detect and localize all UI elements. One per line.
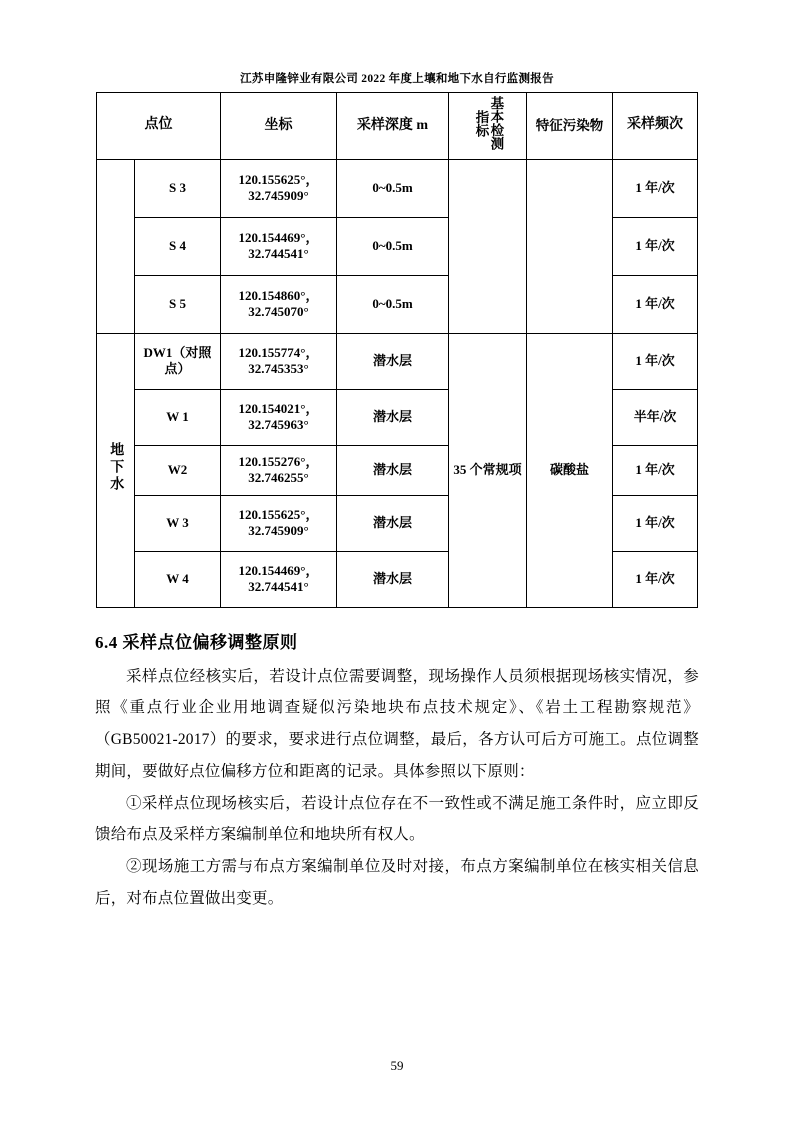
monitoring-points-table	[96, 92, 698, 608]
cell-coordinate: 120.154860°，32.745070°	[221, 275, 337, 333]
table-row	[97, 333, 698, 389]
cell-point: W 1	[135, 389, 221, 445]
cell-frequency: 半年/次	[613, 389, 698, 445]
row-group-blank	[97, 159, 135, 333]
cell-frequency: 1 年/次	[613, 333, 698, 389]
cell-coordinate: 120.154469°，32.744541°	[221, 551, 337, 607]
cell-depth: 潜水层	[337, 445, 449, 495]
cell-depth: 0~0.5m	[337, 275, 449, 333]
cell-point: S 3	[135, 159, 221, 217]
header-frequency: 采样频次	[613, 93, 698, 160]
cell-frequency: 1 年/次	[613, 159, 698, 217]
paragraph-1: 采样点位经核实后，若设计点位需要调整，现场操作人员须根据现场核实情况，参照《重点行业企业用地调查疑似污染地块布点技术规定》、《岩土工程勘察规范》（GB50021-2017）的要求，要求进行点位调整，最后，各方认可后方可施工。点位调整期间，要做好点位偏移方位和距离的记录。具体参照以下原则：	[95, 667, 699, 780]
cell-group-groundwater: 地下水	[97, 333, 135, 607]
cell-depth: 潜水层	[337, 333, 449, 389]
cell-point: DW1（对照点）	[135, 333, 221, 389]
cell-point: W 3	[135, 495, 221, 551]
cell-frequency: 1 年/次	[613, 551, 698, 607]
cell-characteristic-pollutant: 碳酸盐	[527, 333, 613, 607]
header-coordinate: 坐标	[221, 93, 337, 160]
cell-depth: 潜水层	[337, 551, 449, 607]
cell-point: W2	[135, 445, 221, 495]
cell-basic-index-blank	[449, 159, 527, 333]
cell-coordinate: 120.155625°，32.745909°	[221, 495, 337, 551]
table-header-row	[97, 93, 698, 160]
cell-coordinate: 120.154469°，32.744541°	[221, 217, 337, 275]
header-point: 点位	[97, 93, 221, 160]
cell-basic-index: 35 个常规项	[449, 333, 527, 607]
cell-frequency: 1 年/次	[613, 275, 698, 333]
section-title: 6.4 采样点位偏移调整原则	[95, 632, 298, 652]
table-row	[97, 159, 698, 217]
header-characteristic-pollutant: 特征污染物	[527, 93, 613, 160]
cell-characteristic-blank	[527, 159, 613, 333]
cell-point: W 4	[135, 551, 221, 607]
cell-frequency: 1 年/次	[613, 495, 698, 551]
page-number: 59	[390, 1058, 404, 1073]
paragraph-2: ①采样点位现场核实后，若设计点位存在不一致性或不满足施工条件时，应立即反馈给布点及采样方案编制单位和地块所有权人。	[95, 794, 699, 844]
document-header: 江苏申隆锌业有限公司 2022 年度上壤和地下水自行监测报告	[240, 73, 554, 85]
cell-depth: 0~0.5m	[337, 159, 449, 217]
cell-coordinate: 120.155276°，32.746255°	[221, 445, 337, 495]
cell-coordinate: 120.155625°，32.745909°	[221, 159, 337, 217]
cell-frequency: 1 年/次	[613, 445, 698, 495]
paragraph-3: ②现场施工方需与布点方案编制单位及时对接，布点方案编制单位在核实相关信息后，对布点位置做出变更。	[95, 858, 699, 907]
cell-depth: 潜水层	[337, 389, 449, 445]
cell-coordinate: 120.155774°，32.745353°	[221, 333, 337, 389]
cell-depth: 0~0.5m	[337, 217, 449, 275]
cell-point: S 5	[135, 275, 221, 333]
cell-frequency: 1 年/次	[613, 217, 698, 275]
cell-depth: 潜水层	[337, 495, 449, 551]
header-depth: 采样深度 m	[337, 93, 449, 160]
cell-coordinate: 120.154021°，32.745963°	[221, 389, 337, 445]
cell-point: S 4	[135, 217, 221, 275]
header-basic-index: 基本检测指标	[449, 93, 527, 160]
